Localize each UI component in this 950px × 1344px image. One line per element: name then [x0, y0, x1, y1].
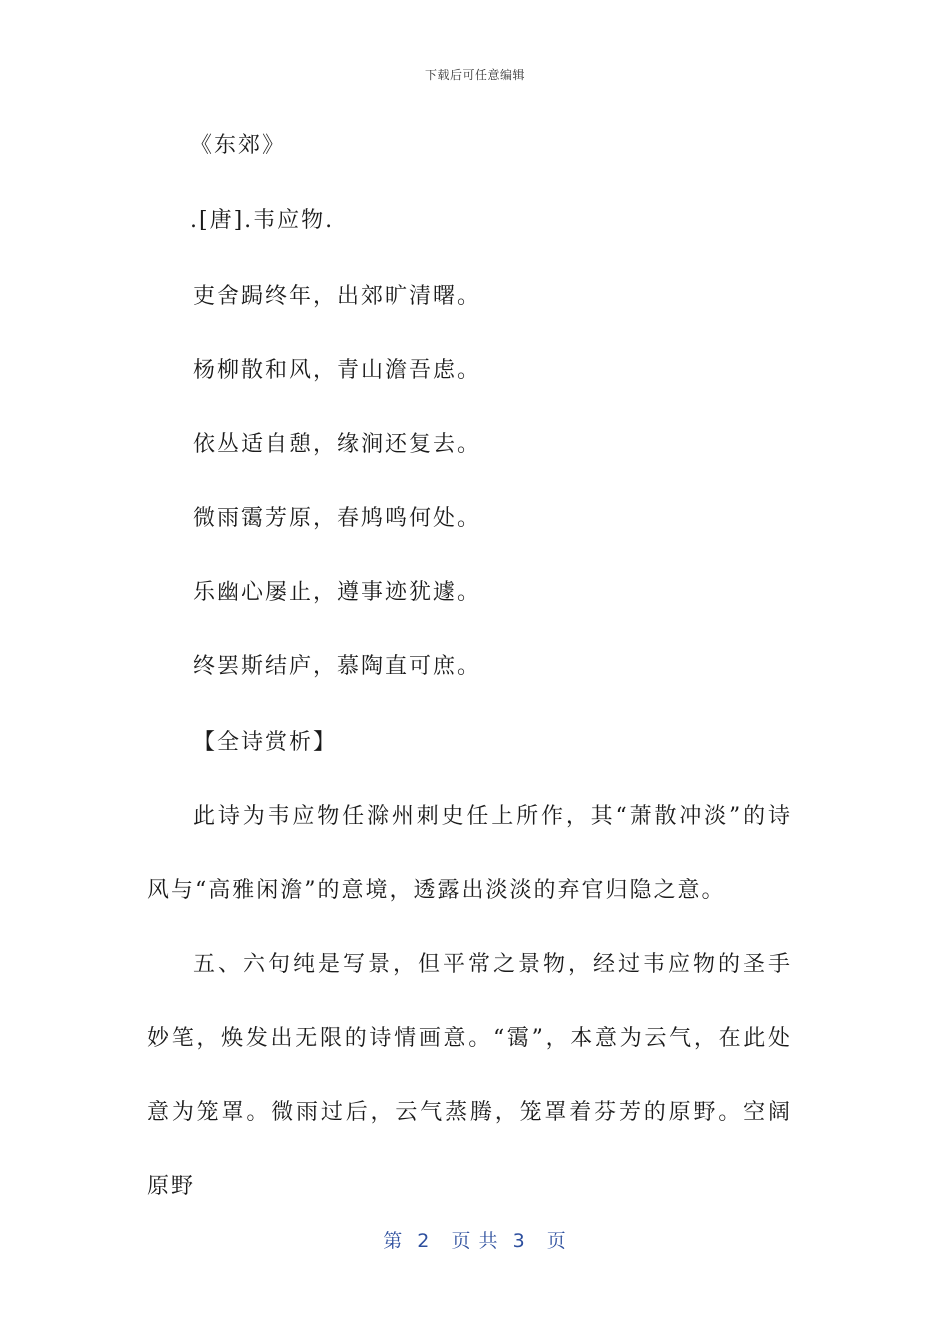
poem-line: 依丛适自憩，缘涧还复去。	[193, 432, 482, 457]
poem-line: 乐幽心屡止，遵事迹犹遽。	[193, 580, 482, 605]
poem-line: 微雨霭芳原，春鸠鸣何处。	[193, 506, 482, 531]
analysis-paragraph: 此诗为韦应物任滁州刺史任上所作，其“萧散冲淡”的诗风与“高雅闲澹”的意境，透露出淡淡的弃官归隐之意。	[147, 804, 792, 903]
header-note: 下载后可任意编辑	[424, 68, 525, 82]
analysis-heading: 【全诗赏析】	[193, 730, 338, 755]
page-number: 第 2 页 共 3 页	[383, 1230, 567, 1252]
poem-line: 杨柳散和风，青山澹吾虑。	[193, 358, 482, 383]
analysis-paragraph: 五、六句纯是写景，但平常之景物，经过韦应物的圣手妙笔，焕发出无限的诗情画意。“霭”，本意为云气，在此处意为笼罩。微雨过后，云气蒸腾，笼罩着芬芳的原野。空阔原野	[147, 952, 792, 1199]
poem-line: 吏舍跼终年，出郊旷清曙。	[193, 284, 482, 309]
poem-line: 终罢斯结庐，慕陶直可庶。	[193, 654, 482, 679]
poem-author: .[唐].韦应物.	[190, 208, 335, 233]
poem-title: 《东郊》	[190, 133, 287, 158]
